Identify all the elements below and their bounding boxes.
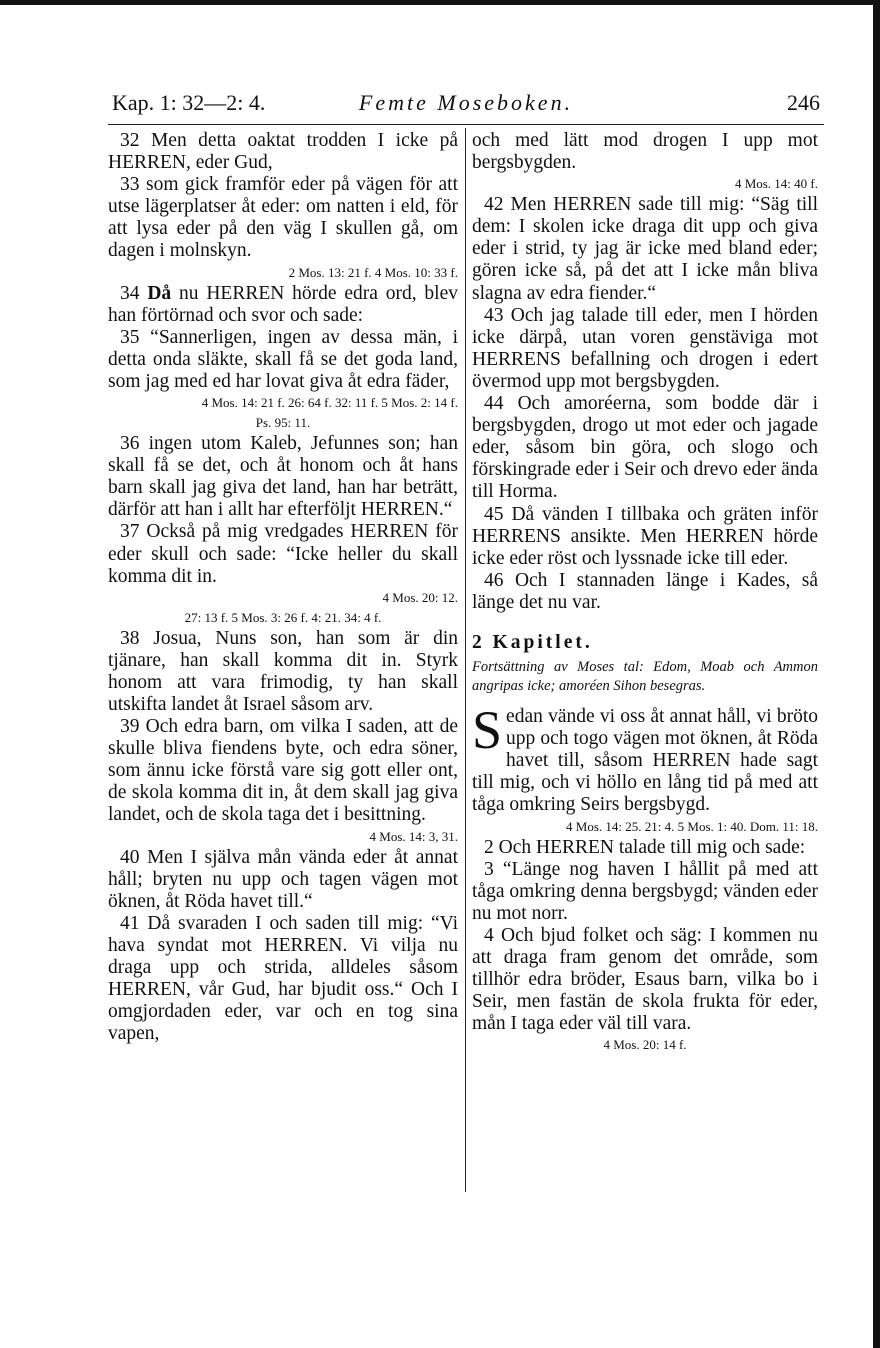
verse-text: Och amoréerna, som bodde där i bergsbygden, drogo ut mot eder och jagade eder, såsom bin göra, och slogo och förskingrade eder i Seir och drevo eder ända till Horma. — [472, 393, 818, 503]
scan-top-edge — [0, 0, 880, 5]
cross-reference: 27: 13 f. 5 Mos. 3: 26 f. 4: 21. 34: 4 f. — [184, 609, 382, 625]
verse-number: 44 — [484, 393, 504, 415]
verse-text: Och HERREN talade till mig och sade: — [498, 836, 806, 858]
verse-3 — [472, 859, 818, 925]
verse-text: nu HERREN hörde edra ord, blev han förtörnad och svor och sade: — [108, 282, 459, 326]
verse-text: och med lätt mod drogen I upp mot bergsbygden. — [472, 130, 818, 174]
verse-text: som gick framför eder på vägen för att utse lägerplatser åt eder: om natten i eld, för att lysa eder på den väg I skullen gå, om dagen i molnskyn. — [108, 174, 458, 262]
verse-number: 39 — [120, 716, 140, 738]
verse-lead-word: Då — [147, 282, 172, 304]
chapter-heading: 2 Kapitlet. — [472, 631, 593, 653]
cross-reference: 4 Mos. 14: 3, 31. — [369, 828, 458, 844]
verse-41 — [108, 913, 458, 1046]
verse-42 — [472, 194, 818, 304]
verse-text: Då svaraden I och saden till mig: “Vi hava syndat mot HERREN. Vi vilja nu draga upp och strida, alldeles såsom HERREN, vår Gud, har bjudit oss.“ Och I omgjordaden eder, var och en tog sina vapen, — [108, 912, 458, 1045]
cross-reference: 4 Mos. 14: 21 f. 26: 64 f. 32: 11 f. 5 Mos. 2: 14 f. — [201, 395, 458, 411]
verse-number: 35 — [120, 326, 140, 348]
verse-44 — [472, 393, 818, 503]
cross-reference: 4 Mos. 14: 25. 21: 4. 5 Mos. 1: 40. Dom. 11: 18. — [566, 818, 818, 834]
verse-40 — [108, 847, 458, 913]
verse-number: 38 — [120, 627, 140, 649]
cross-reference: Ps. 95: 11. — [255, 415, 311, 431]
cross-reference: 4 Mos. 20: 14 f. — [603, 1037, 687, 1053]
verse-text: Och I stannaden länge i Kades, så länge det nu var. — [472, 569, 818, 613]
verse-number: 33 — [120, 174, 140, 196]
verse-text: Josua, Nuns son, han som är din tjänare, han skall komma dit in. Styrk honom att vara frimodig, ty han skall utskifta landet åt Israel såsom arv. — [108, 627, 458, 715]
column-divider — [465, 128, 466, 1192]
verse-38 — [108, 628, 458, 716]
verse-number: 42 — [484, 194, 504, 216]
right-column — [472, 130, 818, 1055]
verse-33 — [108, 174, 458, 262]
verse-text: Och jag talade till eder, men I hörden icke därpå, utan voren genstäviga mot HERRENS befallning och drogen i edert övermod upp mot bergsbygden. — [472, 304, 818, 392]
verse-39 — [108, 716, 458, 826]
verse-text: Men HERREN sade till mig: “Säg till dem: I skolen icke draga dit upp och giva eder i strid, ty jag är icke med bland eder; gören icke så, på det att I icke mån bliva slagna av edra fiender.“ — [472, 194, 818, 304]
verse-text: edan vände vi oss åt annat håll, vi bröto upp och togo vägen mot öknen, åt Röda havet till, såsom HERREN hade sagt till mig, och vi höllo en lång tid på med att tåga omkring Seirs bergsbygd. — [472, 706, 818, 816]
verse-number: 34 — [120, 282, 140, 304]
verse-text: Men detta oaktat trodden I icke på HERREN, eder Gud, — [108, 130, 458, 174]
header-rule — [108, 124, 824, 125]
verse-text: ingen utom Kaleb, Jefunnes son; han skall få se det, och åt honom och åt hans barn skall jag giva det land, han har beträtt, därför att han i allt har efterföljt HERREN.“ — [108, 433, 458, 521]
chapter-reference: Kap. 1: 32—2: 4. — [112, 90, 266, 115]
verse-1 — [472, 700, 818, 816]
verse-text: “Länge nog haven I hållit på med att tåga omkring denna bergsbygd; vänden eder nu mot norr. — [472, 858, 819, 924]
verse-number: 43 — [484, 304, 504, 326]
verse-46 — [472, 570, 818, 614]
verse-number: 36 — [120, 433, 140, 455]
book-title: Femte Moseboken. — [358, 90, 574, 115]
verse-36 — [108, 433, 458, 521]
verse-32 — [108, 130, 458, 174]
verse-number: 45 — [484, 503, 504, 525]
verse-number: 37 — [120, 521, 140, 543]
verse-37 — [108, 521, 458, 587]
page-header — [112, 90, 820, 126]
verse-41-continued — [472, 130, 818, 174]
chapter-summary: Fortsättning av Moses tal: Edom, Moab och Ammon angripas icke; amoréen Sihon besegras. — [472, 659, 818, 695]
cross-reference: 4 Mos. 20: 12. — [382, 589, 458, 605]
verse-number: 40 — [120, 846, 140, 868]
verse-text: Och bjud folket och säg: I kommen nu att draga fram genom det område, som tillhör edra bröder, Esaus barn, vilka bo i Seir, men fastän de skola frukta för eder, mån I taga eder väl till vara. — [472, 924, 818, 1035]
drop-cap: S — [472, 700, 503, 761]
verse-number: 3 — [484, 858, 494, 880]
verse-text: “Sannerligen, ingen av dessa män, i detta onda släkte, skall få se det goda land, som jag med ed har lovat giva åt edra fäder, — [108, 326, 459, 392]
verse-text: Också på mig vredgades HERREN för eder skull och sade: “Icke heller du skall komma dit in. — [108, 521, 458, 587]
left-column — [108, 130, 458, 1045]
verse-text: Och edra barn, om vilka I saden, att de skulle bliva fiendens byte, och edra söner, som ännu icke förstå vare sig gott eller ont, de skola komma dit in, åt dem skall jag giva landet, och de skola taga det i besittning. — [108, 716, 459, 826]
verse-35 — [108, 327, 458, 393]
scan-right-edge — [873, 0, 880, 1348]
verse-text: Men I själva mån vända eder åt annat håll; bryten nu upp och tagen vägen mot öknen, åt Röda havet till.“ — [108, 846, 459, 912]
verse-45 — [472, 504, 818, 570]
verse-number: 41 — [120, 912, 140, 934]
cross-reference: 4 Mos. 14: 40 f. — [734, 176, 818, 192]
verse-number: 46 — [484, 569, 504, 591]
verse-43 — [472, 305, 818, 393]
verse-number: 2 — [484, 836, 494, 858]
verse-text: Då vänden I tillbaka och gräten inför HERRENS ansikte. Men HERREN hörde icke eder röst och lyssnade icke till eder. — [472, 503, 819, 569]
verse-number: 4 — [484, 924, 494, 946]
verse-4 — [472, 925, 818, 1035]
cross-reference: 2 Mos. 13: 21 f. 4 Mos. 10: 33 f. — [288, 264, 458, 280]
verse-number: 32 — [120, 130, 140, 151]
verse-34 — [108, 283, 458, 327]
page-number: 246 — [787, 90, 820, 115]
verse-2 — [472, 837, 818, 859]
